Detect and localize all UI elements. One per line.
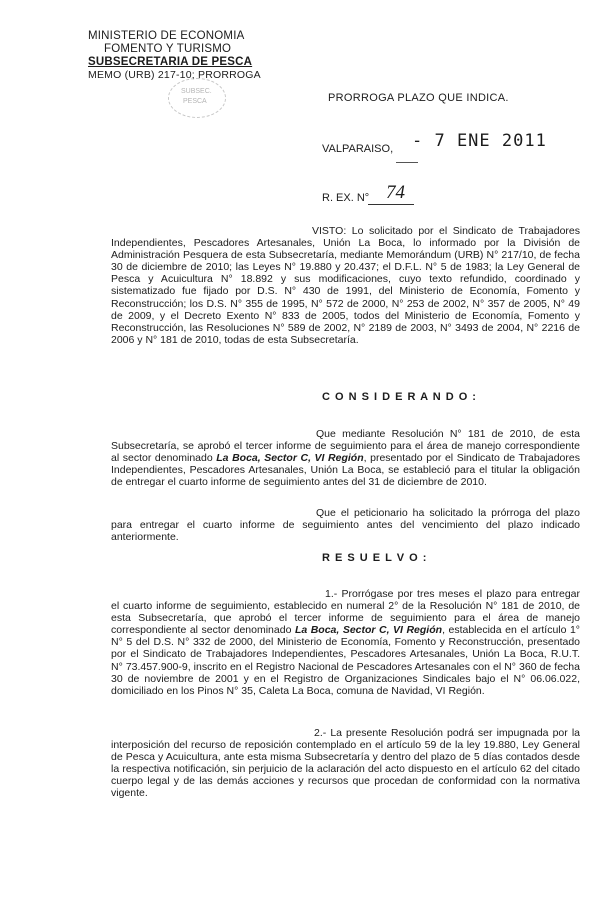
visto-paragraph: VISTO: Lo solicitado por el Sindicato de Trabajadores Independientes, Pescadores Artesanales, Unión La Boca, lo informado por la División de Administración Pesquera de esta Subsecretaría, mediante Memorándum (URB) N° 217/10, de fecha 30 de diciembre de 2010; las Leyes N° 19.880 y 20.437; el D.F.L. N° 5 de 1983; la Ley General de Pesca y Acuicultura N° 18.892 y sus modificaciones, cuyo texto refundido, coordinado y sistematizado fue fijado por D.S. N° 430 de 1991, del Ministerio de Economía, Fomento y Reconstrucción; los D.S. N° 355 de 1995, N° 572 de 2000, N° 253 de 2002, N° 357 de 2005, N° 49 de 2009, y el Decreto Exento N° 833 de 2005, todos del Ministerio de Economía, Fomento y Reconstrucción, las Resoluciones N° 589 de 2002, N° 2189 de 2003, N° 3493 de 2004, N° 2216 de 2006 y N° 181 de 2010, todas de esta Subsecretaría. (111, 225, 580, 346)
considerando-text: , presentado por el Sindicato de Trabajadores Independientes, Pescadores Artesanales, Unión La Boca, se estableció para el titular la obligación de entregar el cuarto informe de seguimiento antes del 31 de diciembre de 2010. (111, 452, 580, 489)
considerando-text: Que mediante Resolución N° 181 de 2010, de esta Subsecretaría, se aprobó el tercer informe de seguimiento para el área de manejo correspondiente al sector denominado (111, 428, 580, 465)
rex-label: R. EX. N° (322, 192, 370, 204)
ministry-subtitle: FOMENTO Y TURISMO (104, 43, 232, 55)
stamp-text: SUBSEC. (181, 88, 212, 95)
subject-line: PRORROGA PLAZO QUE INDICA. (328, 92, 509, 104)
considerando-paragraph-1 (111, 428, 580, 488)
resuelvo-text: , establecida en el artículo 1° N° 5 del D.S. N° 332 de 2000, del Ministerio de Economía, Fomento y Reconstrucción, presentado por el Sindicato de Trabajadores Independientes, Pescadores Artesanales, Unión La Boca, R.U.T. N° 73.457.900-9, inscrito en el Registro Nacional de Pescadores Artesanales con el N° 360 de fecha 30 de noviembre de 2001 y en el Registro de Organizaciones Sindicales bajo el N° 06.06.022, domiciliado en los Pinos N° 35, Caleta La Boca, comuna de Navidad, VI Región. (111, 624, 581, 697)
sector-name: La Boca, Sector C, VI Región (294, 624, 443, 637)
subsecretaria-name: SUBSECRETARIA DE PESCA (88, 56, 253, 68)
resuelvo-title: R E S U E L V O : (322, 552, 428, 564)
office-stamp (168, 78, 226, 118)
stamp-text: PESCA (183, 98, 207, 105)
sector-name: La Boca, Sector C, VI Región (216, 452, 364, 465)
place-label: VALPARAISO, (322, 143, 394, 155)
date-stamp: - 7 ENE 2011 (412, 131, 547, 151)
rex-number: 74 (386, 182, 405, 203)
considerando-title: C O N S I D E R A N D O : (322, 391, 477, 403)
resuelvo-paragraph-1 (111, 588, 580, 697)
considerando-paragraph-2: Que el peticionario ha solicitado la prórroga del plazo para entregar el cuarto informe de seguimiento antes del vencimiento del plazo indicado anteriormente. (111, 507, 580, 544)
rex-underline (368, 204, 414, 205)
resuelvo-text: 1.- Prorrógase por tres meses el plazo para entregar el cuarto informe de seguimiento, establecido en numeral 2° de la Resolución N° 181 de 2010, de esta Subsecretaría, que aprobó el tercer informe de seguimiento para el área de manejo correspondiente al sector denominado (111, 588, 580, 637)
memo-reference: MEMO (URB) 217-10; PRORROGA (88, 69, 261, 81)
resuelvo-paragraph-2: 2.- La presente Resolución podrá ser impugnada por la interposición del recurso de reposición contemplado en el artículo 59 de la ley 19.880, Ley General de Pesca y Acuicultura, ante esta misma Subsecretaría y dentro del plazo de 5 días contados desde la respectiva notificación, sin perjuicio de la aclaración del acto dispuesto en el artículo 62 del citado cuerpo legal y de las demás acciones y recursos que procedan de conformidad con la normativa vigente. (111, 727, 580, 800)
ministry-name: MINISTERIO DE ECONOMIA (88, 30, 245, 42)
date-dash (396, 162, 418, 163)
